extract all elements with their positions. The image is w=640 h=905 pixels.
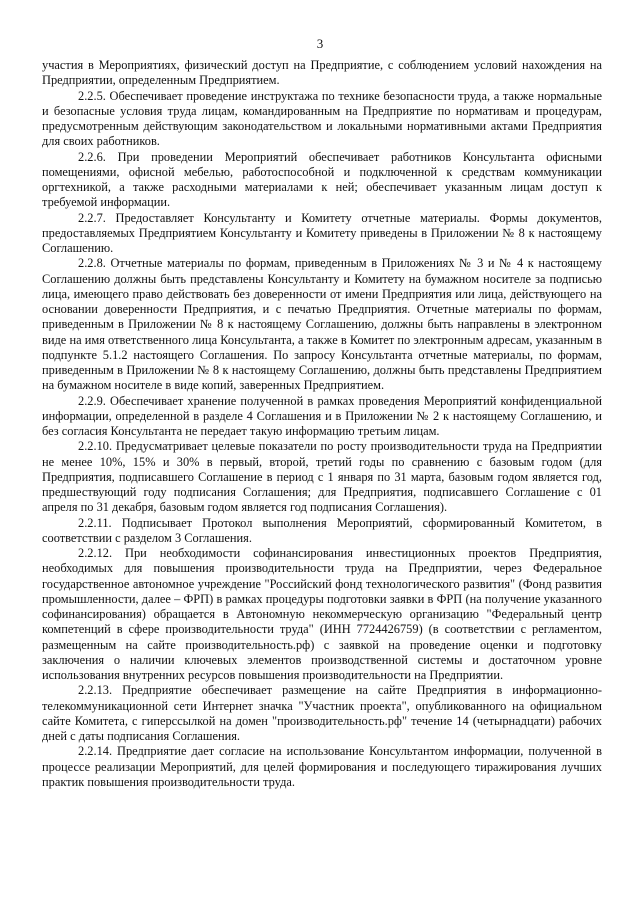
paragraph-2-2-6: 2.2.6. При проведении Мероприятий обеспечивает работников Консультанта офисными помещениями, офисной мебелью, работоспособной и подключенной к средствам коммуникации оргтехникой, а также расходными материалами к ней; обеспечивает указанным лицам доступ к требуемой информации. [42, 149, 602, 210]
paragraph-2-2-8: 2.2.8. Отчетные материалы по формам, приведенным в Приложениях № 3 и № 4 к настоящему Соглашению должны быть представлены Консультанту и Комитету на бумажном носителе за подписью лица, имеющего право действовать без доверенности от имени Предприятия или лица, действующего на основании доверенности Предприятия, и с печатью Предприятия. Отчетные материалы по формам, приведенным в Приложении № 8 к настоящему Соглашению, должны быть направлены в электронном виде на имя ответственного лица Консультанта, а также в Комитет по электронным адресам, указанным в подпункте 5.1.2 настоящего Соглашения. По запросу Консультанта отчетные материалы, по формам, приведенным в Приложении № 8 к настоящему Соглашению, должны быть представлены Предприятием на бумажном носителе в виде копий, заверенных Предприятием. [42, 256, 602, 393]
paragraph-2-2-13: 2.2.13. Предприятие обеспечивает размещение на сайте Предприятия в информационно-телекоммуникационной сети Интернет значка "Участник проекта", опубликованного на официальном сайте Комитета, с гиперссылкой на домен "производительность.рф" течение 14 (четырнадцати) рабочих дней с даты подписания Соглашения. [42, 683, 602, 743]
paragraph-continuation: участия в Мероприятиях, физический доступ на Предприятие, с соблюдением условий нахождения на Предприятии, определенным Предприятием. [42, 58, 602, 88]
paragraph-2-2-12: 2.2.12. При необходимости софинансирования инвестиционных проектов Предприятия, необходимых для повышения производительности труда на Предприятии, через Федеральное государственное автономное учреждение "Российский фонд технологического развития" (Фонд развития промышленности, далее – ФРП) в рамках процедуры подготовки заявки в ФРП (на получение указанного софинансирования) обращается в Автономную некоммерческую организацию "Федеральный центр компетенций в сфере производительности труда" (ИНН 7724426759) (в соответствии с регламентом, размещенным на сайте производительность.рф) с заявкой на проведение оценки и подготовку заключения о наличии ключевых элементов производственной системы и достаточном уровне использования внутренних ресурсов повышения производительности на Предприятии. [42, 546, 602, 682]
document-body [42, 58, 602, 790]
paragraph-2-2-11: 2.2.11. Подписывает Протокол выполнения Мероприятий, сформированный Комитетом, в соответствии с разделом 3 Соглашения. [42, 515, 602, 545]
paragraph-2-2-10: 2.2.10. Предусматривает целевые показатели по росту производительности труда на Предприятии не менее 10%, 15% и 30% в первый, второй, третий годы по сравнению с базовым годом (для Предприятия, подписавшего Соглашение в период с 1 января по 31 марта, базовым годом является год, предшествующий году подписания Соглашения; для Предприятия, подписавшего Соглашение с 01 апреля по 31 декабря, базовым годом является год подписания Соглашения). [42, 439, 602, 515]
page-number: 3 [316, 36, 324, 51]
paragraph-2-2-9: 2.2.9. Обеспечивает хранение полученной в рамках проведения Мероприятий конфиденциальной информации, определенной в разделе 4 Соглашения и в Приложении № 2 к настоящему Соглашению, и без согласия Консультанта не передает такую информацию третьим лицам. [42, 393, 602, 438]
paragraph-2-2-14: 2.2.14. Предприятие дает согласие на использование Консультантом информации, полученной в процессе реализации Мероприятий, для целей формирования и последующего тиражирования лучших практик повышения производительности труда. [42, 744, 602, 789]
paragraph-2-2-7: 2.2.7. Предоставляет Консультанту и Комитету отчетные материалы. Формы документов, предоставляемых Предприятием Консультанту и Комитету приведены в Приложении № 8 к настоящему Соглашению. [42, 210, 602, 255]
paragraph-2-2-5: 2.2.5. Обеспечивает проведение инструктажа по технике безопасности труда, а также нормальные и безопасные условия труда лицам, командированным на Предприятие по нормативам и процедурам, предусмотренным действующим законодательством и локальными нормативными актами Предприятия для своих работников. [42, 88, 602, 149]
